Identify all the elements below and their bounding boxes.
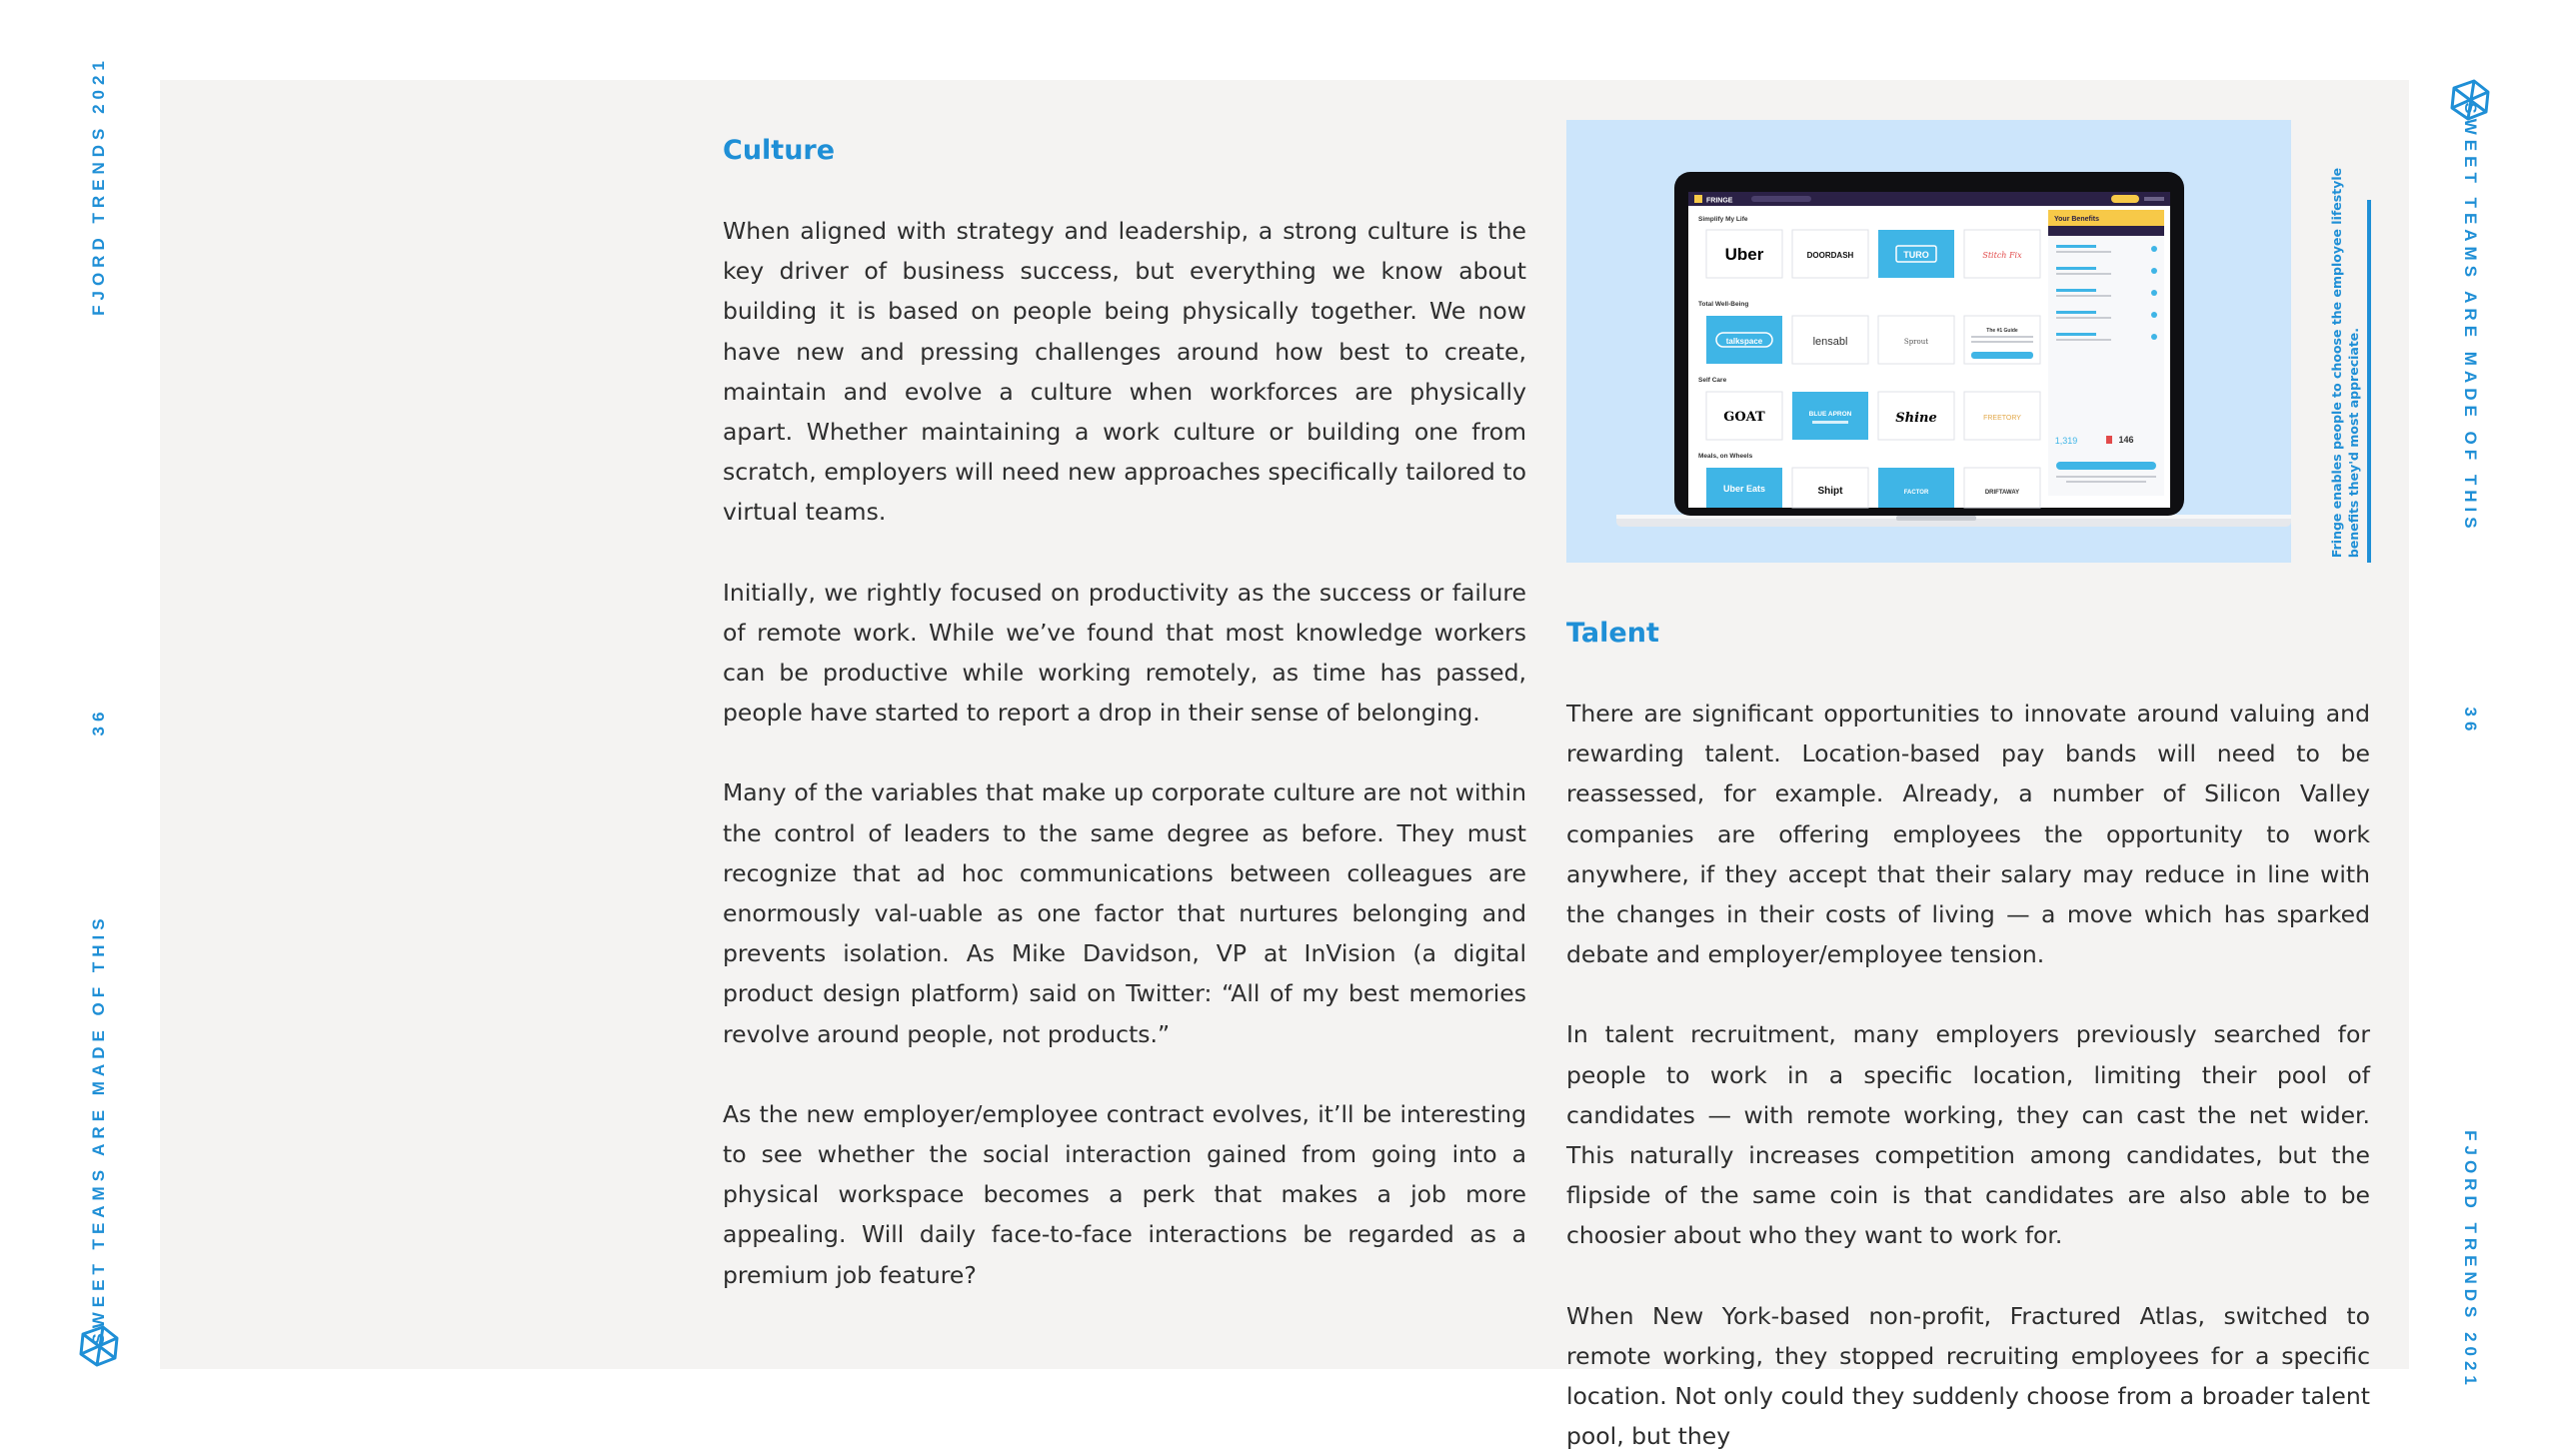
caption-rule (2367, 200, 2371, 563)
app-tile: BLUE APRON (1808, 411, 1852, 418)
talent-paragraph: There are significant opportunities to innovate around valuing and rewarding talent. Location-based pay bands will need to be reassessed, for example. Already, a number of Silicon Valley companies are offering employees the opportunity to work anywhere, if they accept that their salary may reduce in line with the changes in their costs of living — a move which has sparked debate and employer/employee tension. (1566, 700, 2370, 969)
figure-caption-line: Fringe enables people to choose the employee lifestyle (2329, 167, 2344, 559)
figure-caption-line: benefits they'd most appreciate. (2346, 327, 2361, 559)
culture-heading: Culture (723, 135, 836, 166)
side-page-number-left: 36 (89, 707, 108, 736)
culture-paragraph: When aligned with strategy and leadership, a strong culture is the key driver of business success, but everything we know about building it is based on people being physically together. We now have new and pressing challenges around how best to create, maintain and evolve a culture when workforces are physically apart. Whether maintaining a work culture or building one from scratch, employers will need new approaches specifically tailored to virtual teams. (723, 217, 1526, 527)
figure-caption (2328, 168, 2362, 558)
app-section: Simplify My Life (1698, 216, 1748, 223)
culture-column (723, 131, 1526, 1295)
fjord-logo-icon (77, 1324, 121, 1368)
talent-paragraph: When New York-based non-profit, Fractured Atlas, switched to remote working, they stopped recruiting employees for a specific location. Not only could they suddenly choose from a broader talent pool, but they (1566, 1301, 2370, 1451)
app-tile: lensabl (1812, 336, 1848, 348)
app-tile: TURO (1903, 250, 1929, 260)
app-tile: talkspace (1725, 337, 1763, 346)
side-chapter-right: SWEET TEAMS ARE MADE OF THIS (2461, 102, 2480, 534)
talent-heading: Talent (1566, 618, 1659, 649)
benefit-stat: 1,319 (2054, 436, 2078, 446)
app-tile: DRIFTAWAY (1984, 490, 2020, 496)
app-tile: The #1 Guide (1986, 328, 2018, 334)
app-section: Total Well-Being (1698, 301, 1749, 308)
app-tile: Uber Eats (1722, 484, 1766, 494)
side-chapter-left: SWEET TEAMS ARE MADE OF THIS (89, 913, 108, 1345)
benefits-title: Your Benefits (2054, 216, 2099, 223)
talent-column (1566, 614, 2370, 1456)
app-tile: FREETORY (1983, 415, 2021, 422)
benefit-stat: 146 (2118, 435, 2134, 445)
talent-paragraph: In talent recruitment, many employers previously searched for people to work in a specific location, limiting their pool of candidates — with remote working, they can cast the net wider. This naturally increases competition among candidates, but the flipside of the same coin is that candidates are also able to be choosier about who they want to work for. (1566, 1020, 2370, 1250)
side-page-number-right: 36 (2461, 707, 2480, 736)
side-brand-left: FJORD TRENDS 2021 (89, 56, 108, 316)
app-tile: GOAT (1723, 410, 1765, 425)
app-tile: Uber (1724, 245, 1764, 264)
app-tile: Stitch Fix (1982, 251, 2022, 260)
app-tile: DOORDASH (1806, 251, 1854, 260)
culture-paragraph: Many of the variables that make up corporate culture are not within the control of leaders to the same degree as before. They must recognize that ad hoc communications between colleagues are enormously val-uable as one factor that nurtures belonging and prevents isolation. As Mike Davidson, VP at InVision (a digital product design platform) said on Twitter: “All of my best memories revolve around people, not products.” (723, 778, 1526, 1048)
app-section: Self Care (1698, 377, 1727, 384)
laptop-illustration (1566, 120, 2291, 563)
fringe-app-figure (1566, 120, 2291, 563)
app-tile: Sprout (1903, 338, 1929, 346)
app-brand: FRINGE (1706, 197, 1733, 205)
side-brand-right: FJORD TRENDS 2021 (2461, 1130, 2480, 1390)
app-tile: Shipt (1817, 486, 1843, 497)
culture-paragraph: Initially, we rightly focused on productivity as the success or failure of remote work. While we’ve found that most knowledge workers can be productive while working remotely, as time has passed, people have started to report a drop in their sense of belonging. (723, 578, 1526, 728)
app-section: Meals, on Wheels (1698, 453, 1753, 460)
culture-paragraph: As the new employer/employee contract evolves, it’ll be interesting to see whether the social interaction gained from going into a physical workspace becomes a perk that makes a job more appealing. Will daily face-to-face interactions be regarded as a premium job feature? (723, 1099, 1526, 1289)
app-tile: Shine (1895, 411, 1937, 426)
app-tile: FACTOR (1903, 490, 1929, 496)
